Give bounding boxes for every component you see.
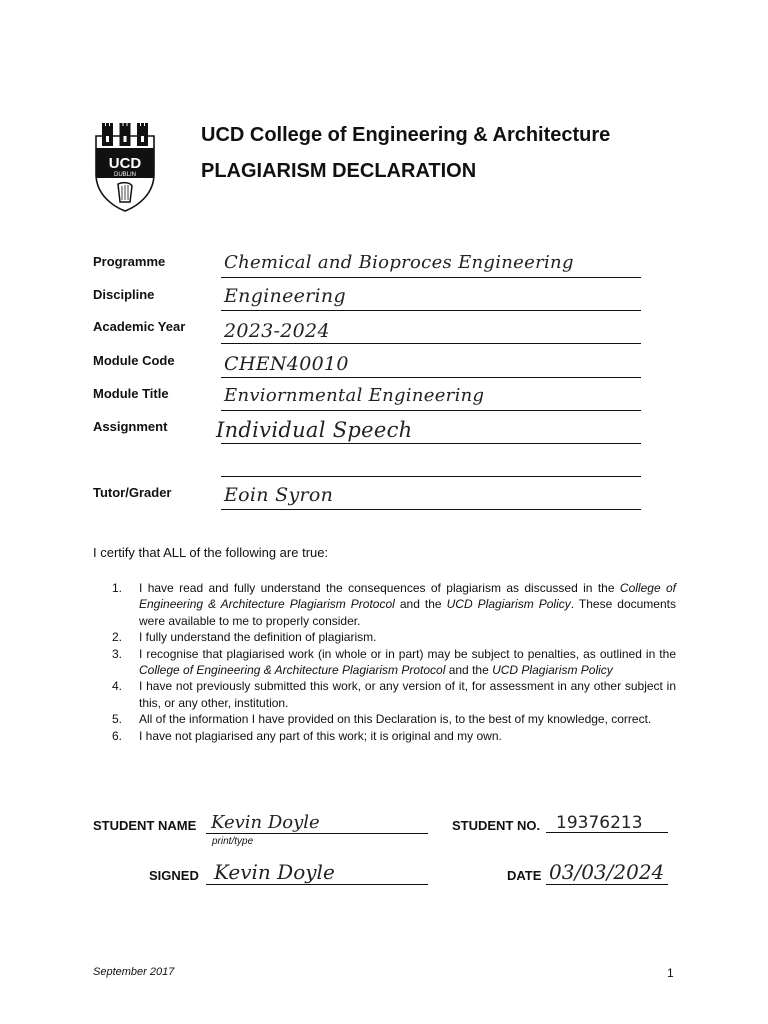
- programme-value[interactable]: Chemical and Bioproces Engineering: [224, 252, 574, 273]
- declaration-item: [112, 711, 676, 727]
- policy-reference: College of Engineering & Architecture Plagiarism Protocol: [139, 663, 446, 678]
- policy-reference: UCD Plagiarism Policy: [446, 597, 571, 612]
- programme-line: [221, 277, 641, 278]
- declaration-text-segment: I have not plagiarised any part of this work; it is original and my own.: [139, 728, 502, 743]
- module-title-label: Module Title: [93, 386, 169, 401]
- assignment-line-2: [221, 476, 641, 477]
- declaration-text-segment: I recognise that plagiarised work (in whole or in part) may be subject to penalties, as outlined in the: [139, 646, 676, 661]
- declaration-item: [112, 580, 676, 629]
- programme-label: Programme: [93, 254, 166, 269]
- academic-year-label: Academic Year: [93, 319, 186, 334]
- signed-line: [206, 884, 428, 885]
- academic-year-value[interactable]: 2023-2024: [224, 320, 330, 342]
- declaration-item-number: 4.: [112, 679, 123, 694]
- document-title: PLAGIARISM DECLARATION: [201, 160, 477, 182]
- declaration-item: [112, 646, 676, 679]
- academic-year-line: [221, 343, 641, 344]
- declaration-text-segment: I fully understand the definition of plagiarism.: [139, 630, 377, 645]
- print-type-note: print/type: [212, 836, 254, 847]
- policy-reference: College of Engineering & Architecture Plagiarism Protocol: [139, 581, 677, 612]
- module-code-value[interactable]: CHEN40010: [224, 353, 349, 375]
- declaration-item-number: 3.: [112, 646, 123, 661]
- declaration-item-number: 1.: [112, 581, 123, 595]
- student-name-value[interactable]: Kevin Doyle: [211, 812, 320, 833]
- college-title: UCD College of Engineering & Architecture: [201, 124, 611, 146]
- policy-reference: UCD Plagiarism Policy: [492, 663, 613, 678]
- tutor-grader-label: Tutor/Grader: [93, 485, 172, 500]
- discipline-label: Discipline: [93, 287, 155, 302]
- declaration-text-segment: I have read and fully understand the consequences of plagiarism as discussed in the: [139, 581, 620, 595]
- declaration-item: [112, 629, 676, 645]
- declaration-item-text: [139, 629, 676, 645]
- student-name-line: [206, 833, 428, 834]
- assignment-line: [221, 443, 641, 444]
- declaration-item-number: 5.: [112, 712, 123, 727]
- declaration-item-text: [139, 711, 676, 727]
- svg-text:DUBLIN: DUBLIN: [113, 172, 137, 178]
- ucd-crest-logo: [92, 122, 158, 212]
- svg-text:UCD: UCD: [108, 155, 142, 172]
- declaration-item-text: [139, 678, 676, 711]
- certify-statement: I certify that ALL of the following are true:: [93, 545, 329, 560]
- date-value[interactable]: 03/03/2024: [549, 860, 665, 884]
- module-title-line: [221, 410, 641, 411]
- discipline-value[interactable]: Engineering: [224, 285, 346, 307]
- footer-date: September 2017: [93, 966, 175, 978]
- declaration-item-number: 2.: [112, 630, 123, 645]
- student-name-label: STUDENT NAME: [93, 818, 197, 833]
- page-number: 1: [667, 966, 674, 980]
- date-label: DATE: [507, 868, 542, 883]
- student-no-label: STUDENT NO.: [452, 818, 541, 833]
- declaration-item-number: 6.: [112, 728, 123, 743]
- declaration-list: [112, 580, 676, 744]
- declaration-item: [112, 678, 676, 711]
- tutor-grader-value[interactable]: Eoin Syron: [224, 484, 334, 506]
- declaration-item: [112, 728, 676, 744]
- date-line: [546, 884, 668, 885]
- module-title-value[interactable]: Enviornmental Engineering: [224, 385, 485, 406]
- declaration-text-segment: and the: [445, 663, 493, 678]
- module-code-line: [221, 377, 641, 378]
- signature-value[interactable]: Kevin Doyle: [214, 860, 335, 884]
- declaration-item-text: [139, 728, 676, 744]
- assignment-value[interactable]: Individual Speech: [216, 418, 413, 442]
- declaration-item-text: [139, 580, 676, 629]
- declaration-text-segment: and the: [394, 597, 447, 612]
- declaration-text-segment: . These documents were available to me to properly consider.: [139, 597, 676, 628]
- assignment-label: Assignment: [93, 419, 168, 434]
- module-code-label: Module Code: [93, 353, 175, 368]
- declaration-text-segment: All of the information I have provided on this Declaration is, to the best of my knowledge, correct.: [139, 712, 652, 727]
- tutor-grader-line: [221, 509, 641, 510]
- discipline-line: [221, 310, 641, 311]
- student-no-line: [546, 832, 668, 833]
- declaration-text-segment: I have not previously submitted this work, or any version of it, for assessment in any other subject in this, or any other, institution.: [139, 679, 676, 710]
- declaration-item-text: [139, 646, 676, 679]
- signed-label: SIGNED: [149, 868, 199, 883]
- student-no-value[interactable]: 19376213: [556, 813, 643, 833]
